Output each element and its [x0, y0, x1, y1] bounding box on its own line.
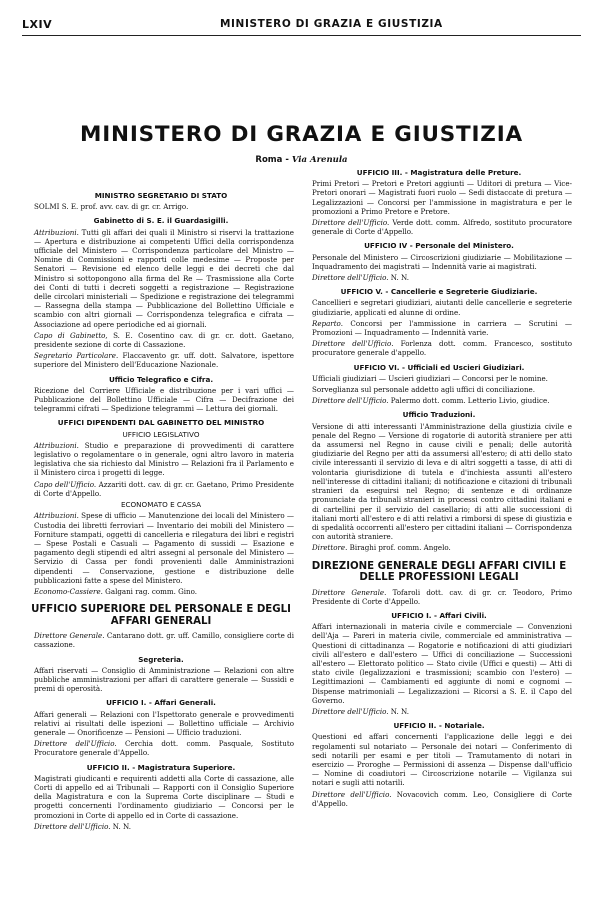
section-heading: UFFICIO II. - Magistratura Superiore.	[86, 762, 236, 772]
section-heading: UFFICIO IV - Personale del Ministero.	[364, 241, 514, 251]
section-heading: UFFICIO V. - Cancellerie e Segreterie Giudiziarie.	[340, 287, 538, 297]
subsection-heading: ECONOMATO E CASSA	[120, 500, 202, 510]
section-heading: Segreteria.	[138, 654, 184, 664]
paragraph: Attribuzioni. Tutti gli affari dei quali il Ministro si riservi la trattazione — Apertura e distribuzione ai competenti Uffici della corrispondenza ufficiale del Ministero — Corrispondenza particolare del Ministro — Nomine di Commissioni e rapporti colle medesime — Proposte per Senatori — Revisione ed elenco delle leggi e dei decreti che dal Ministro si sottopongono alla firma del Re — Trasmissione alla Corte dei Conti di tutti i decreti soggetti a registrazione — Registrazione delle circolari ministeriali — Spedizione e registrazione dei telegrammi — Rassegna della stampa — Pubblicazione del Bollettino Ufficiale e scambio con altri giornali — Corrispondenza telegrafica e cifrata — Associazione ad opere periodiche ed ai giornali.	[34, 227, 294, 329]
section-heading: UFFICIO VI. - Ufficiali ed Uscieri Giudiziari.	[353, 362, 525, 372]
paragraph: Economo-Cassiere. Galgani rag. comm. Gino.	[34, 586, 197, 596]
paragraph: Direttore dell'Ufficio. N. N.	[312, 273, 410, 283]
paragraph: Affari generali — Relazioni con l'Ispettorato generale e provvedimenti relativi ai risultati delle ispezioni — Bollettino ufficiale — Archivio generale — Onorificenze — Pensioni — Ufficio traduzioni.	[34, 709, 294, 737]
paragraph: Attribuzioni. Spese di ufficio — Manutenzione dei locali del Ministero — Custodia dei libretti ferroviari — Inventario dei mobili del Ministero — Forniture stampati, oggetti di cancelleria e rilegatura dei libri e registri — Spese Postali e Casuali — Pagamento di sussidi — Esazione e pagamento degli stipendi ed altri assegni al personale del Ministero — Servizio di Cassa per fondi provenienti dalle Amministrazioni dipendenti — Conservazione, gestione e distribuzione delle pubblicazioni fatte a spese del Ministero.	[34, 511, 294, 585]
paragraph: Capo di Gabinetto, S. E. Cosentino cav. di gr. cr. dott. Gaetano, presidente sezione di corte di Cassazione.	[34, 330, 294, 350]
paragraph: Direttore dell'Ufficio. N. N.	[34, 821, 132, 831]
paragraph: Direttore. Biraghi prof. comm. Angelo.	[312, 543, 451, 553]
paragraph: Direttore dell'Ufficio. Forlenza dott. comm. Francesco, sostituto procuratore generale d'appello.	[312, 339, 572, 358]
paragraph: Primi Pretori — Pretori e Pretori aggiunti — Uditori di pretura — Vice-Pretori onorari — Magistrati fuori ruolo — Sedi distaccate di pretura — Legalizzazioni — Concorsi per l'ammissione in magistratura e per le promozioni a Primo Pretore e Pretore.	[312, 179, 572, 216]
paragraph: Questioni ed affari concernenti l'applicazione delle leggi e dei regolamenti sul notariato — Personale dei notari — Conferimento di sedi notarili per esami e per titoli — Tramutamento di notari in esercizio — Proroghe — Permissioni di assenza — Dispense dall'ufficio — Nomine di coadiutori — Circoscrizione notarile — Vigilanza sui notari e sugli atti notarili.	[312, 732, 572, 788]
location-address: Via Arenula	[291, 155, 348, 165]
paragraph: Cancellieri e segretari giudiziari, aiutanti delle cancellerie e segreterie giudiziarie, applicati ed alunne di ordine.	[312, 298, 572, 317]
subsection-heading: UFFICIO LEGISLATIVO	[122, 429, 200, 439]
running-title: MINISTERO DI GRAZIA E GIUSTIZIA	[220, 18, 443, 30]
paragraph: Affari riservati — Consiglio di Amministrazione — Relazioni con altre pubbliche amministrazioni per affari di carattere generale — Sussidi e premi di operosità.	[34, 665, 294, 694]
paragraph: Direttore Generale. Tofaroli dott. cav. di gr. cr. Teodoro, Primo Presidente di Corte d'Appello.	[312, 587, 572, 606]
section-heading: UFFICIO II. - Notariale.	[393, 721, 485, 731]
paragraph: Direttore dell'Ufficio. Novacovich comm. Leo, Consigliere di Corte d'Appello.	[312, 789, 572, 808]
header-rule	[22, 35, 581, 36]
paragraph: Sorveglianza sul personale addetto agli uffici di conciliazione.	[312, 385, 535, 395]
paragraph: Direttore dell'Ufficio. Verde dott. comm. Alfredo, sostituto procuratore generale di Corte d'Appello.	[312, 218, 572, 237]
paragraph: Direttore Generale. Cantarano dott. gr. uff. Camillo, consigliere corte di cassazione.	[34, 631, 294, 650]
paragraph: Ufficiali giudiziari — Uscieri giudiziari — Concorsi per le nomine.	[312, 373, 548, 383]
paragraph: Ricezione del Corriere Ufficiale e distribuzione per i vari uffici — Pubblicazione del Bollettino Ufficiale — Cifra — Decifrazione dei telegrammi cifrati — Spedizione telegrammi — Lettura dei giornali.	[34, 385, 294, 414]
paragraph: Versione di atti interessanti l'Amministrazione della giustizia civile e penale del Regno — Versione di rogatorie di autorità straniere per atti da assumersi nel Regno in cause civili e penali; delle autorità giudiziarie del Regno per atti da assumersi all'estero; di atti dello stato civile interessanti il servizio di leva e di altri soggetti a tasse, di atti di volontaria giurisdizione di tutela e d'inchiesta assunti all'estero nell'interesse di cittadini italiani; di notificazione e citazioni di tribunali stranieri da eseguirsi nel Regno; di sentenze e di ordinanze pronunciate da tribunali stranieri in processi contro cittadini italiani e di cartellini per il servizio del casellario; di atti alle successioni di italiani morti all'estero e di atti relativi a rimborsi di spese di giustizia e di spedalità occorrenti all'estero per cittadini italiani — Corrispondenza con autorità straniere.	[312, 421, 572, 542]
right-column	[306, 163, 572, 810]
major-heading: DIREZIONE GENERALE DEGLI AFFARI CIVILI E DELLE PROFESSIONI LEGALI	[311, 560, 567, 584]
paragraph: Affari internazionali in materia civile e commerciale — Convenzioni dell'Aja — Pareri in materia civile, commerciale ed amministrativa — Questioni di cittadinanza — Rogatorie e notificazioni di atti giudiziari civili all'estero e dall'estero — Uffici di conciliazione — Successioni all'estero — Elettorato politico — Stato civile (Uffici e questi) — Atti di stato civile (legalizzazioni e trasmissioni; scambio con l'estero) — Legittimazioni — Cambiamenti ed aggiunte di nomi e cognomi — Dispense matrimoniali — Legalizzazioni — Ricorsi a S. E. il Capo del Governo.	[312, 622, 572, 705]
major-heading: UFFICIO SUPERIORE DEL PERSONALE E DEGLI AFFARI GENERALI	[31, 604, 291, 627]
paragraph: Attribuzioni. Studio e preparazione di provvedimenti di carattere legislativo o regolamentare o in generale, ogni altro lavoro in materia legislativa che sia richiesto dal Ministro — Relazioni fra il Parlamento e il Ministero circa i progetti di legge.	[34, 440, 295, 478]
running-header	[22, 18, 581, 36]
section-heading: UFFICIO I. - Affari Generali.	[106, 698, 216, 708]
paragraph: Segretario Particolare. Flaccavento gr. uff. dott. Salvatore, ispettore superiore del Ministero dell'Educazione Nazionale.	[34, 351, 294, 370]
paragraph: Direttore dell'Ufficio. Palermo dott. comm. Letterio Livio, giudice.	[312, 396, 550, 406]
page-number: LXIV	[22, 18, 53, 31]
section-heading: UFFICIO I. - Affari Civili.	[391, 610, 487, 620]
paragraph: Reparto. Concorsi per l'ammissione in carriera — Scrutini — Promozioni — Inquadramento — Indennità varie.	[312, 318, 572, 338]
minister-name: SOLMI S. E. prof. avv. cav. di gr. cr. Arrigo.	[34, 202, 189, 212]
paragraph: Direttore dell'Ufficio. N. N.	[312, 706, 410, 716]
section-heading: Ufficio Traduzioni.	[402, 410, 476, 420]
page-title: MINISTERO DI GRAZIA E GIUSTIZIA	[80, 122, 523, 147]
location: Roma - Via Arenula	[255, 155, 348, 165]
paragraph: Magistrati giudicanti e requirenti addetti alla Corte di cassazione, alle Corti di appello ed ai Tribunali — Rapporti con il Consiglio Superiore della Magistratura e con la Suprema Corte disciplinare — Studi e progetti concernenti l'ordinamento giudiziario — Concorsi per le promozioni in Corte di appello ed in Corte di cassazione.	[34, 773, 294, 820]
section-heading: Gabinetto di S. E. il Guardasigilli.	[93, 216, 229, 226]
section-heading: MINISTRO SEGRETARIO DI STATO	[94, 191, 228, 200]
section-heading: UFFICIO III. - Magistratura delle Preture.	[356, 168, 522, 177]
paragraph: Capo dell'Ufficio. Azzariti dott. cav. di gr. cr. Gaetano, Primo Presidente di Corte d'Appello.	[34, 479, 294, 498]
section-heading: UFFICI DIPENDENTI DAL GABINETTO DEL MINISTRO	[57, 418, 265, 428]
left-column	[28, 186, 294, 833]
paragraph: Personale del Ministero — Circoscrizioni giudiziarie — Mobilitazione — Inquadramento dei magistrati — Indennità varie ai magistrati.	[312, 252, 572, 271]
section-heading: Ufficio Telegrafico e Cifra.	[108, 374, 214, 384]
paragraph: Direttore dell'Ufficio. Cerchia dott. comm. Pasquale, Sostituto Procuratore generale d'Appello.	[34, 739, 294, 758]
location-city: Roma	[255, 155, 283, 165]
